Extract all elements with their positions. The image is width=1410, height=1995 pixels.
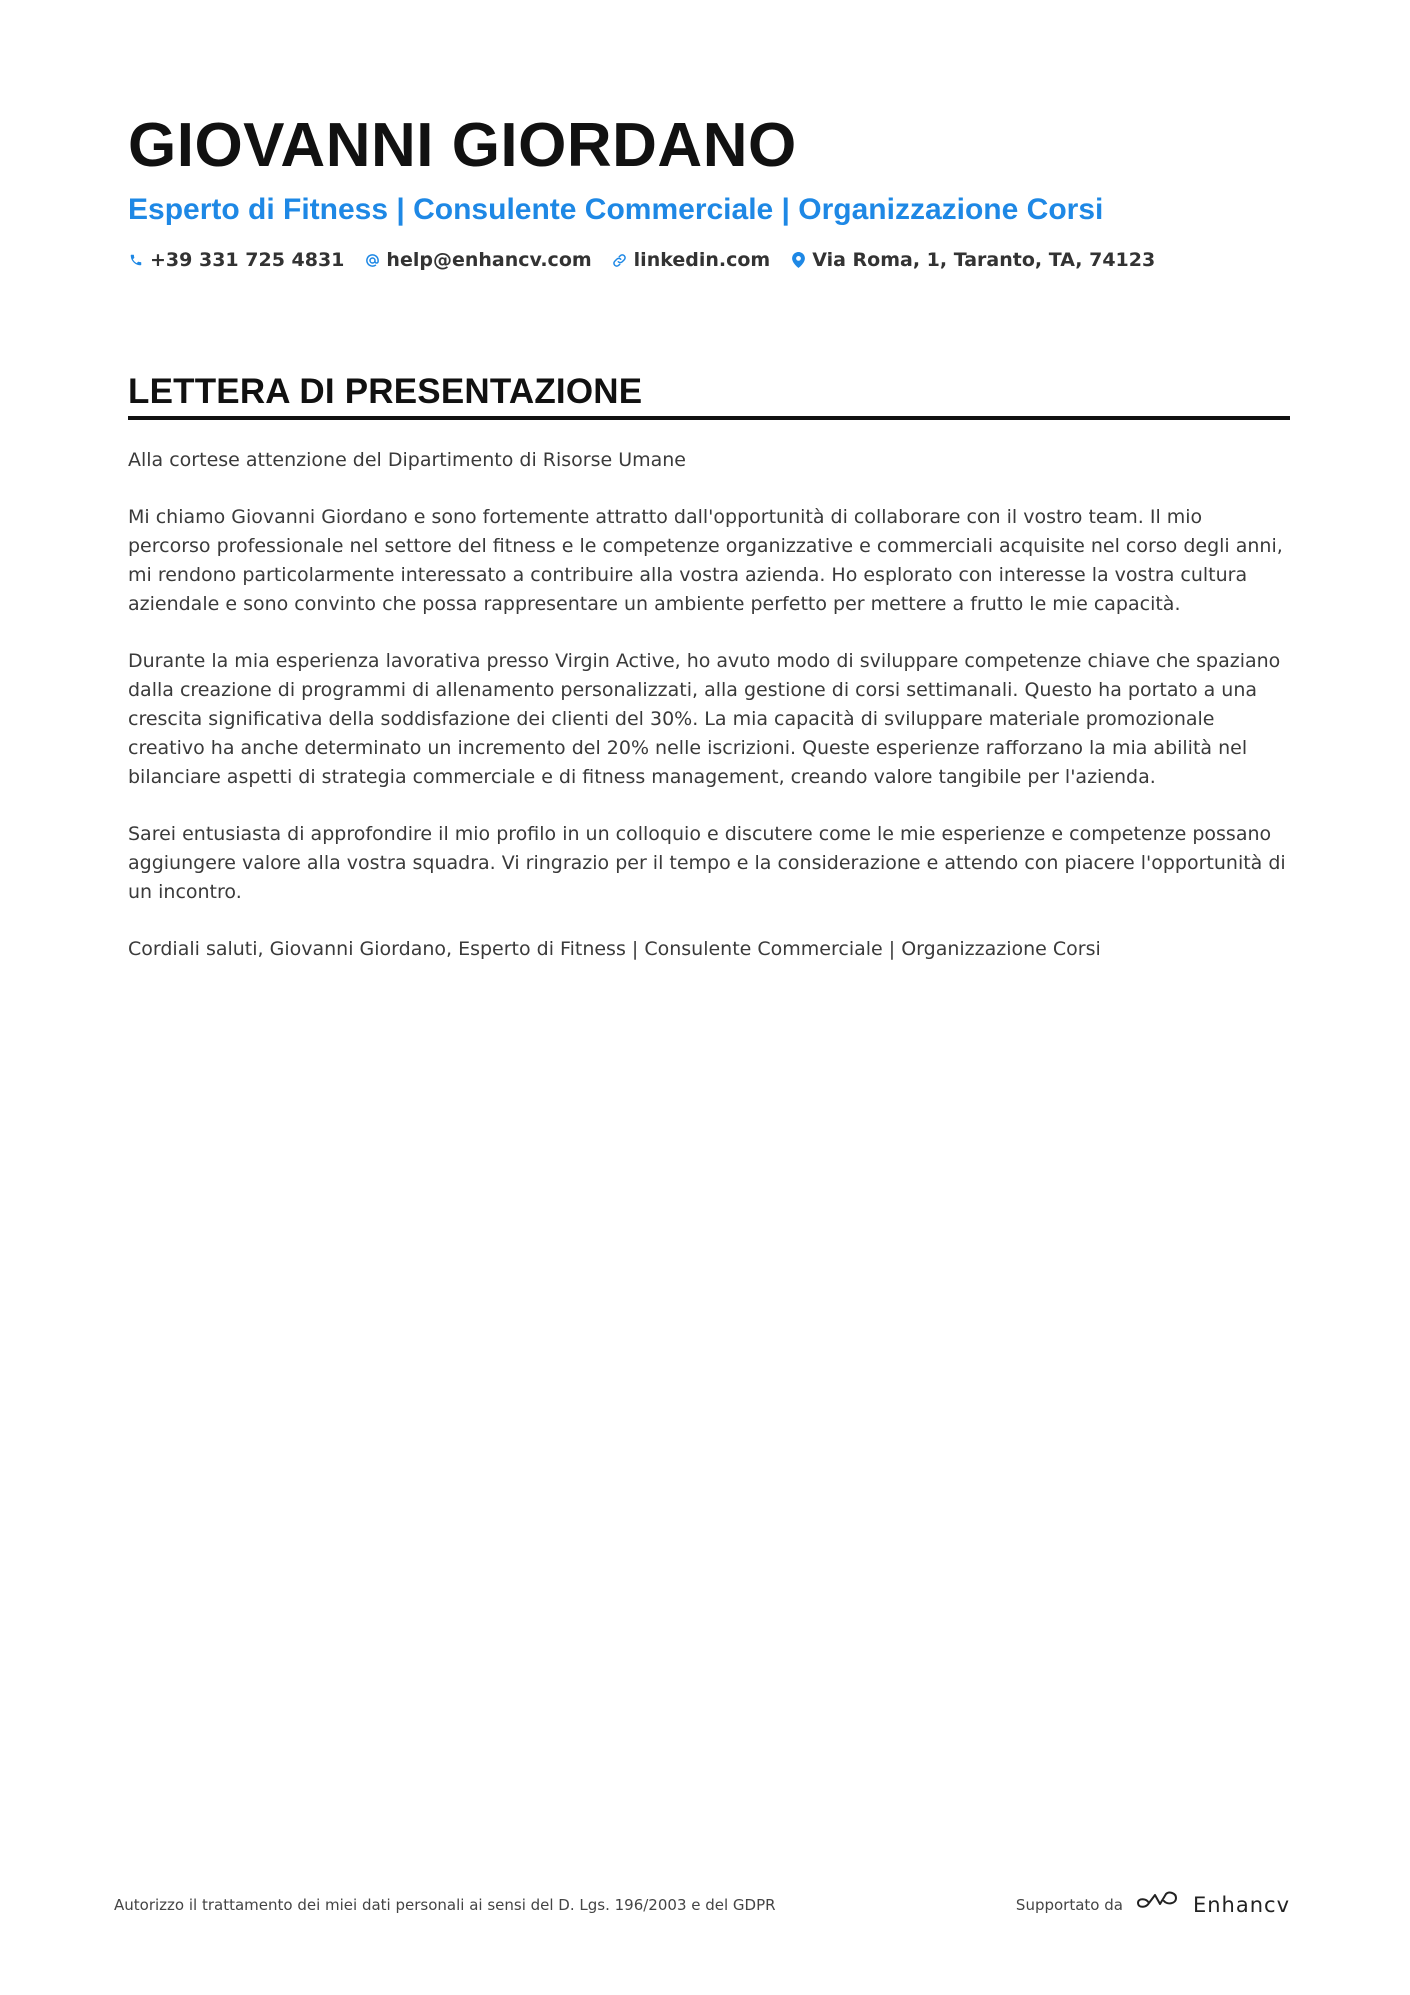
contact-phone[interactable] [128,246,344,274]
contact-website[interactable] [612,246,771,274]
candidate-headline: Esperto di Fitness | Consulente Commerciale | Organizzazione Corsi [128,193,1104,226]
brand-name: Enhancv [1192,1893,1290,1917]
website-link: linkedin.com [633,249,771,271]
enhancv-logo-icon [1135,1891,1181,1919]
phone-icon [128,250,144,270]
letter-salutation: Alla cortese attenzione del Dipartimento di Risorse Umane [128,449,686,471]
location-pin-icon [790,250,806,270]
letter-closing: Cordiali saluti, Giovanni Giordano, Esperto di Fitness | Consulente Commerciale | Organizzazione Corsi [128,938,1101,960]
powered-by-label: Supportato da [1015,1896,1123,1914]
postal-address: Via Roma, 1, Taranto, TA, 74123 [812,249,1156,271]
candidate-name: GIOVANNI GIORDANO [128,111,797,180]
letter-paragraph: Mi chiamo Giovanni Giordano e sono fortemente attratto dall'opportunità di collaborare con il vostro team. Il mio percorso professionale nel settore del fitness e le competenze organizzative e commerciali acquisite nel corso degli anni, mi rendono particolarmente interessato a contribuire alla vostra azienda. Ho esplorato con interesse la vostra cultura aziendale e sono convinto che possa rappresentare un ambiente perfetto per mettere a frutto le mie capacità. [128,506,1283,615]
brand-logo [1135,1891,1290,1919]
contact-address [790,246,1155,274]
page-footer [114,1890,1290,1920]
privacy-note: Autorizzo il trattamento dei miei dati personali ai sensi del D. Lgs. 196/2003 e del GDPR [114,1896,776,1914]
at-icon [364,250,380,270]
section-title: LETTERA DI PRESENTAZIONE [128,372,643,411]
letter-body [128,446,1290,964]
letter-paragraph: Sarei entusiasta di approfondire il mio profilo in un colloquio e discutere come le mie esperienze e competenze possano aggiungere valore alla vostra squadra. Vi ringrazio per il tempo e la considerazione e attendo con piacere l'opportunità di un incontro. [128,823,1286,903]
letter-paragraph: Durante la mia esperienza lavorativa presso Virgin Active, ho avuto modo di sviluppare competenze chiave che spaziano dalla creazione di programmi di allenamento personalizzati, alla gestione di corsi settimanali. Questo ha portato a una crescita significativa della soddisfazione dei clienti del 30%. La mia capacità di sviluppare materiale promozionale creativo ha anche determinato un incremento del 20% nelle iscrizioni. Queste esperienze rafforzano la mia abilità nel bilanciare aspetti di strategia commerciale e di fitness management, creando valore tangibile per l'azienda. [128,650,1281,788]
email-address: help@enhancv.com [386,249,592,271]
contact-email[interactable] [364,246,591,274]
link-icon [612,250,628,270]
section-divider [128,416,1290,420]
contact-bar [128,246,1290,274]
main-content [128,108,1290,992]
phone-number: +39 331 725 4831 [150,249,345,271]
powered-by[interactable] [1016,1891,1290,1919]
